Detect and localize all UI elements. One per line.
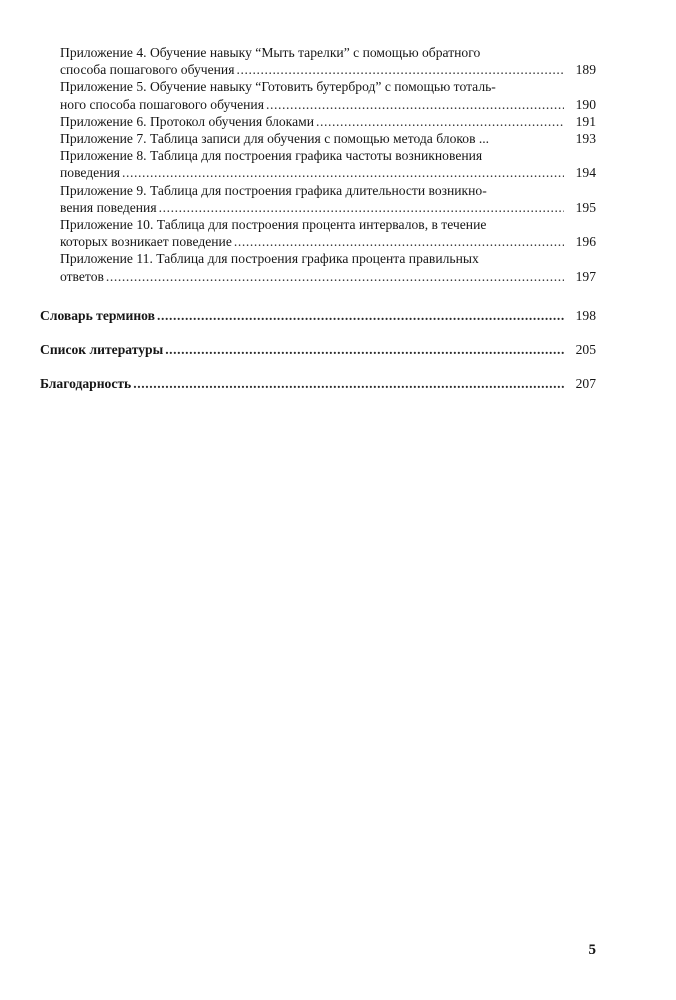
toc-entry-text: Приложение 7. Таблица записи для обучения с помощью метода блоков ... bbox=[60, 131, 490, 147]
toc-entry-acknowledgments bbox=[40, 375, 596, 392]
toc-entry-text: Приложение 10. Таблица для построения процента интервалов, в течение bbox=[60, 217, 487, 233]
toc-section-title: Список литературы bbox=[40, 342, 164, 358]
toc-page-number: 197 bbox=[575, 268, 596, 284]
dot-leader bbox=[157, 307, 564, 324]
toc-entry-text: способа пошагового обучения bbox=[60, 62, 235, 78]
dot-leader bbox=[159, 199, 564, 216]
toc-page-number: 194 bbox=[575, 165, 596, 181]
dot-leader bbox=[234, 233, 564, 250]
toc-entry-text: ответов bbox=[60, 268, 104, 284]
dot-leader bbox=[266, 96, 564, 113]
table-of-contents bbox=[40, 44, 596, 392]
page-number: 5 bbox=[588, 942, 596, 958]
toc-page-number: 196 bbox=[575, 234, 596, 250]
toc-entry-appendix-7 bbox=[40, 130, 596, 147]
toc-entry-appendix-9 bbox=[40, 182, 596, 216]
toc-entry-text: которых возникает поведение bbox=[60, 234, 232, 250]
toc-entry-text: поведения bbox=[60, 165, 121, 181]
toc-entry-text: вения поведения bbox=[60, 199, 157, 215]
toc-entry-text: Приложение 4. Обучение навыку “Мыть тарелки” с помощью обратного bbox=[60, 45, 481, 60]
toc-page-number: 193 bbox=[575, 131, 596, 147]
dot-leader bbox=[106, 268, 564, 285]
toc-entry-appendix-8 bbox=[40, 147, 596, 181]
toc-section-title: Словарь терминов bbox=[40, 307, 155, 323]
toc-entry-text: Приложение 6. Протокол обучения блоками bbox=[60, 113, 314, 129]
toc-entry-appendix-10 bbox=[40, 216, 596, 250]
toc-entry-appendix-6 bbox=[40, 113, 596, 130]
toc-page-number: 189 bbox=[575, 62, 596, 78]
toc-entry-appendix-11 bbox=[40, 250, 596, 284]
toc-entry-text: Приложение 8. Таблица для построения графика частоты возникновения bbox=[60, 148, 483, 164]
dot-leader bbox=[236, 61, 564, 78]
toc-entry-text: Приложение 5. Обучение навыку “Готовить бутерброд” с помощью тоталь- bbox=[60, 79, 496, 95]
toc-page-number: 205 bbox=[575, 342, 596, 358]
toc-section-title: Благодарность bbox=[40, 376, 132, 392]
toc-page-number: 190 bbox=[575, 96, 596, 112]
toc-entry-text: Приложение 11. Таблица для построения графика процента правильных bbox=[60, 251, 479, 267]
toc-page-number: 191 bbox=[575, 113, 596, 129]
toc-entry-text: Приложение 9. Таблица для построения графика длительности возникно- bbox=[60, 182, 487, 198]
dot-leader bbox=[122, 164, 564, 181]
toc-entry-glossary bbox=[40, 307, 596, 324]
toc-page-number: 207 bbox=[575, 376, 596, 392]
toc-entry-text: ного способа пошагового обучения bbox=[60, 96, 264, 112]
dot-leader bbox=[316, 113, 564, 130]
toc-entry-appendix-5 bbox=[40, 78, 596, 112]
toc-entry-appendix-4 bbox=[40, 44, 596, 78]
dot-leader bbox=[165, 341, 564, 358]
toc-entry-bibliography bbox=[40, 341, 596, 358]
toc-page-number: 195 bbox=[575, 199, 596, 215]
toc-page-number: 198 bbox=[575, 307, 596, 323]
dot-leader bbox=[133, 375, 564, 392]
